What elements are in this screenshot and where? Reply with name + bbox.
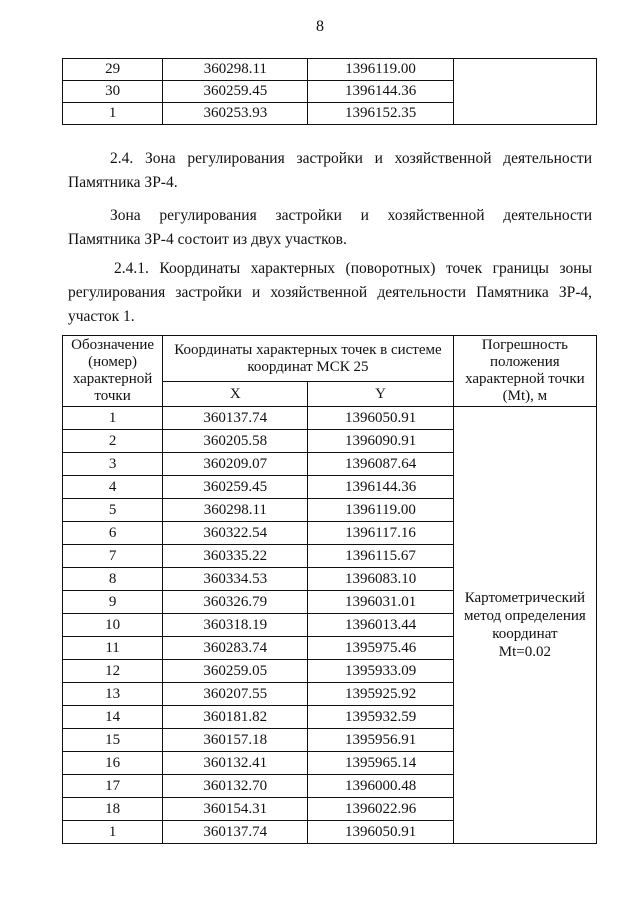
header-coordinates: Координаты характерных точек в системе координат МСК 25: [163, 336, 454, 382]
point-number: 30: [63, 81, 163, 103]
point-number: 13: [63, 683, 163, 706]
point-number: 1: [63, 407, 163, 430]
coord-y: 1396144.36: [308, 81, 453, 103]
coord-x: 360137.74: [163, 821, 308, 844]
point-number: 5: [63, 499, 163, 522]
coord-x: 360209.07: [163, 453, 308, 476]
coord-x: 360132.70: [163, 775, 308, 798]
coord-x: 360259.45: [163, 81, 308, 103]
page-number: 8: [316, 18, 324, 35]
coord-x: 360335.22: [163, 545, 308, 568]
header-error: Погрешность положения характерной точки (Mt), м: [453, 336, 596, 407]
coord-y: 1395975.46: [308, 637, 453, 660]
coord-y: 1396050.91: [308, 821, 453, 844]
coord-x: 360181.82: [163, 706, 308, 729]
header-x: X: [163, 382, 308, 407]
section-heading: 2.4. Зона регулирования застройки и хозяйственной деятельности Памятника ЗР-4.: [68, 150, 592, 191]
point-number: 15: [63, 729, 163, 752]
coord-x: 360318.19: [163, 614, 308, 637]
point-number: 4: [63, 476, 163, 499]
coordinates-table-continuation: [62, 58, 597, 125]
header-designation: Обозначение (номер) характерной точки: [63, 336, 163, 407]
coord-y: 1396013.44: [308, 614, 453, 637]
point-number: 11: [63, 637, 163, 660]
coord-x: 360207.55: [163, 683, 308, 706]
coord-y: 1396115.67: [308, 545, 453, 568]
coord-y: 1396119.00: [308, 499, 453, 522]
coord-y: 1396050.91: [308, 407, 453, 430]
coord-y: 1396031.01: [308, 591, 453, 614]
coord-x: 360137.74: [163, 407, 308, 430]
point-number: 29: [63, 59, 163, 81]
coord-x: 360326.79: [163, 591, 308, 614]
point-number: 6: [63, 522, 163, 545]
subsection-heading: 2.4.1. Координаты характерных (поворотных) точек границы зоны регулирования застройки и хозяйственной деятельности Памятника ЗР-4, участок 1.: [68, 260, 592, 325]
coord-y: 1396119.00: [308, 59, 453, 81]
error-cell: [453, 407, 596, 844]
section-intro: Зона регулирования застройки и хозяйственной деятельности Памятника ЗР-4 состоит из двух участков.: [68, 207, 592, 248]
coord-x: 360154.31: [163, 798, 308, 821]
coord-x: 360298.11: [163, 499, 308, 522]
coord-x: 360322.54: [163, 522, 308, 545]
coord-y: 1396022.96: [308, 798, 453, 821]
point-number: 10: [63, 614, 163, 637]
coord-y: 1395956.91: [308, 729, 453, 752]
coord-y: 1396090.91: [308, 430, 453, 453]
point-number: 9: [63, 591, 163, 614]
coord-y: 1396000.48: [308, 775, 453, 798]
coord-y: 1396117.16: [308, 522, 453, 545]
coord-y: 1395933.09: [308, 660, 453, 683]
point-number: 8: [63, 568, 163, 591]
header-y: Y: [308, 382, 453, 407]
coord-x: 360334.53: [163, 568, 308, 591]
coord-x: 360259.45: [163, 476, 308, 499]
point-number: 14: [63, 706, 163, 729]
point-number: 1: [63, 821, 163, 844]
coord-x: 360157.18: [163, 729, 308, 752]
point-number: 16: [63, 752, 163, 775]
coord-x: 360205.58: [163, 430, 308, 453]
coord-y: 1396152.35: [308, 103, 453, 125]
point-number: 3: [63, 453, 163, 476]
point-number: 1: [63, 103, 163, 125]
table-row: [63, 407, 597, 430]
error-value: Mt=0.02: [498, 644, 551, 660]
coord-y: 1396083.10: [308, 568, 453, 591]
coord-y: 1395965.14: [308, 752, 453, 775]
coord-x: 360253.93: [163, 103, 308, 125]
coord-y: 1395925.92: [308, 683, 453, 706]
point-number: 7: [63, 545, 163, 568]
point-number: 17: [63, 775, 163, 798]
error-method: Картометрический метод определения координат: [463, 590, 586, 642]
point-number: 2: [63, 430, 163, 453]
coord-x: 360283.74: [163, 637, 308, 660]
coordinates-table: [62, 335, 597, 844]
coord-x: 360298.11: [163, 59, 308, 81]
point-number: 12: [63, 660, 163, 683]
table-row: [63, 59, 597, 81]
point-number: 18: [63, 798, 163, 821]
coord-x: 360132.41: [163, 752, 308, 775]
coord-y: 1395932.59: [308, 706, 453, 729]
error-cell-empty: [453, 59, 596, 125]
coord-y: 1396144.36: [308, 476, 453, 499]
coord-y: 1396087.64: [308, 453, 453, 476]
coord-x: 360259.05: [163, 660, 308, 683]
